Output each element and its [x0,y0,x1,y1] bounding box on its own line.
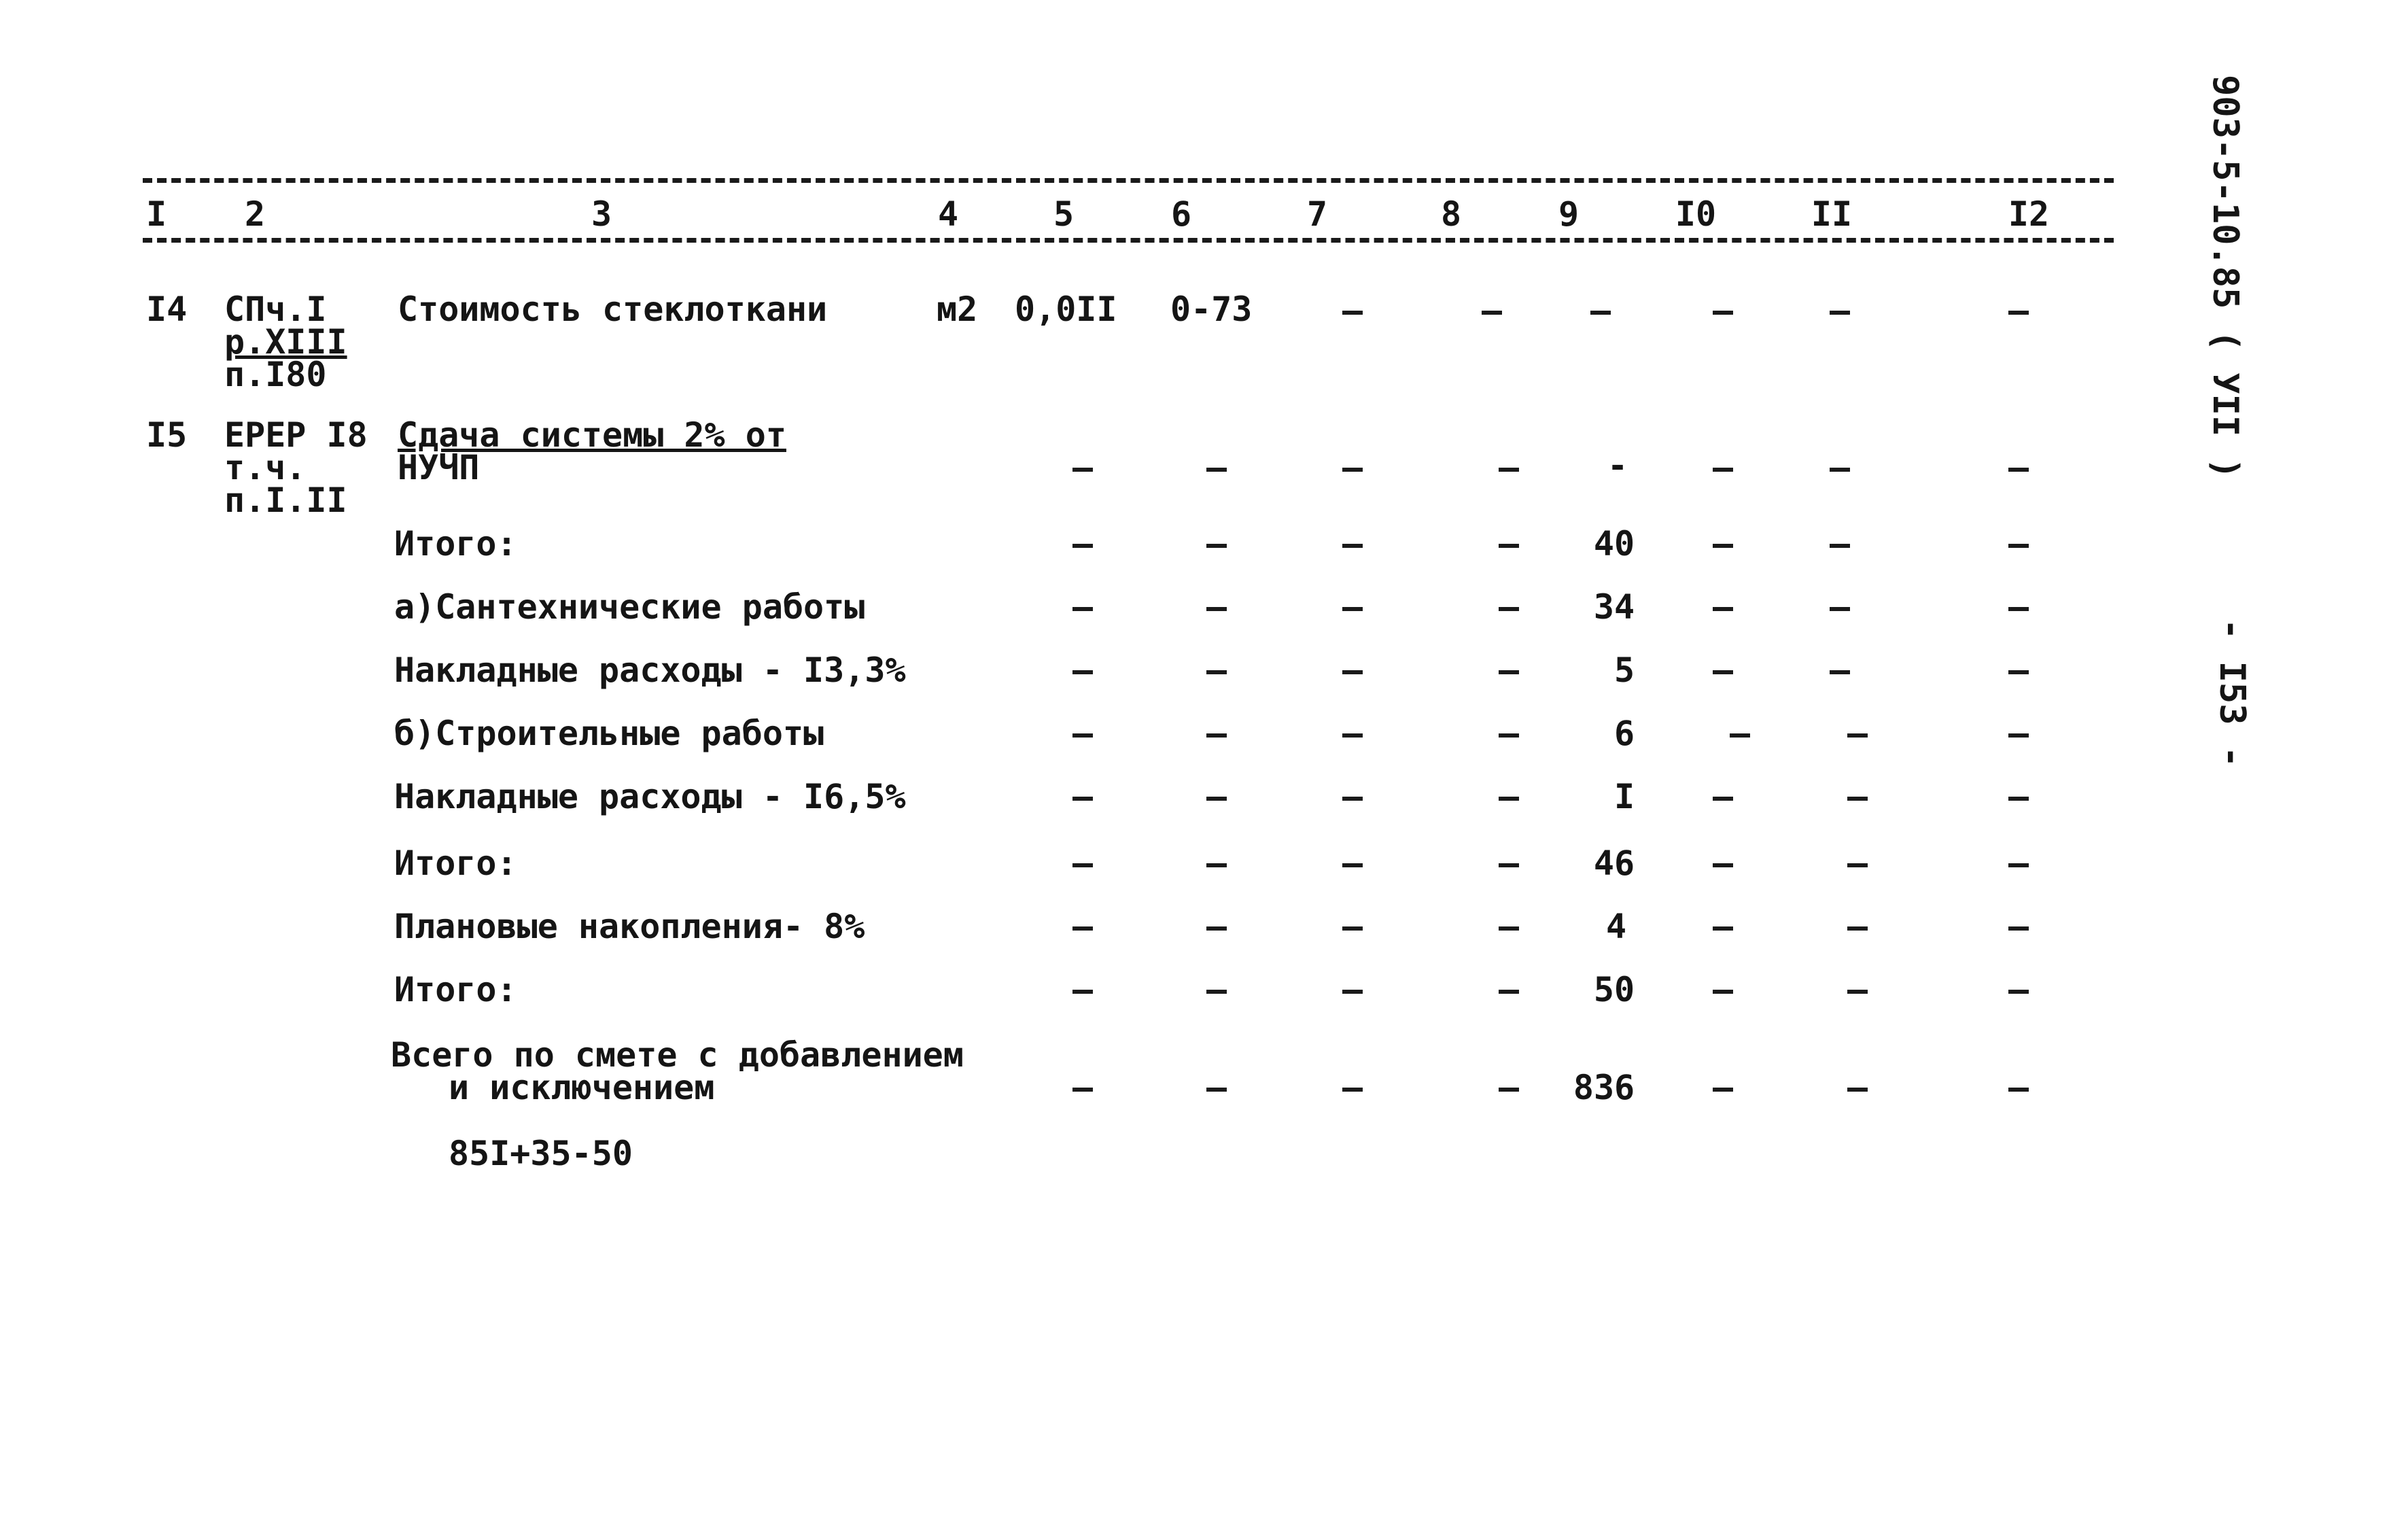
empty-cell [1499,797,1519,801]
amount: 5 [1613,651,1635,690]
empty-cell [1713,311,1733,315]
quantity: 0,0II [1015,290,1117,329]
amount: 50 [1593,970,1635,1009]
amount: I [1613,777,1635,816]
empty-cell [1072,468,1093,472]
empty-cell [1713,990,1733,994]
empty-cell [1206,863,1227,867]
empty-cell [2008,990,2029,994]
header-bottom-rule [143,238,2114,243]
empty-cell [1342,311,1363,315]
empty-cell [2008,926,2029,931]
empty-cell [1206,797,1227,801]
document-code: 903-5-10.85 ( УII ) [2205,75,2246,479]
column-header: 7 [1306,194,1328,234]
empty-cell [1499,926,1519,931]
empty-cell [2008,311,2029,315]
empty-cell [1830,670,1850,674]
amount: - [1607,446,1628,485]
empty-cell [1499,544,1519,548]
item-name: б)Строительные работы [394,714,824,753]
empty-cell [1072,670,1093,674]
empty-cell [1342,990,1363,994]
item-name: Итого: [394,970,517,1009]
empty-cell [2008,670,2029,674]
row-number: I4 [146,290,188,329]
reference-code: СПч.I [224,290,327,329]
column-header: I2 [2008,194,2050,234]
empty-cell [1342,733,1363,738]
unit-price: 0-73 [1170,290,1253,329]
page-number: - I53 - [2212,619,2252,768]
empty-cell [1206,468,1227,472]
footnote-calculation: 85I+35-50 [449,1134,633,1173]
empty-cell [1206,1088,1227,1092]
amount: 34 [1593,587,1635,627]
empty-cell [2008,863,2029,867]
empty-cell [1830,311,1850,315]
column-header: 5 [1053,194,1075,234]
empty-cell [1072,1088,1093,1092]
empty-cell [1072,607,1093,611]
item-name: Всего по смете с добавлением [391,1035,964,1075]
empty-cell [1072,733,1093,738]
empty-cell [1499,733,1519,738]
empty-cell [1713,797,1733,801]
empty-cell [1499,1088,1519,1092]
empty-cell [2008,607,2029,611]
column-header: I [145,194,167,234]
unit: м2 [937,290,978,329]
empty-cell [2008,797,2029,801]
empty-cell [1342,797,1363,801]
empty-cell [1847,926,1868,931]
empty-cell [1342,670,1363,674]
empty-cell [1072,926,1093,931]
empty-cell [1713,926,1733,931]
empty-cell [1830,468,1850,472]
empty-cell [1206,926,1227,931]
empty-cell [1590,311,1611,315]
item-name: а)Сантехнические работы [394,587,865,627]
empty-cell [1713,1088,1733,1092]
item-name: Накладные расходы - I6,5% [394,777,906,816]
empty-cell [1499,607,1519,611]
amount: 4 [1605,907,1627,946]
empty-cell [1206,733,1227,738]
empty-cell [1072,863,1093,867]
item-name: и исключением [449,1068,715,1107]
empty-cell [1342,1088,1363,1092]
empty-cell [1499,670,1519,674]
empty-cell [1206,544,1227,548]
empty-cell [1342,926,1363,931]
row-number: I5 [146,415,188,455]
empty-cell [1342,607,1363,611]
reference-code: п.I80 [224,355,327,394]
reference-code: п.I.II [224,481,347,520]
empty-cell [1342,468,1363,472]
amount: 46 [1593,844,1635,883]
empty-cell [1499,863,1519,867]
item-name: Сдача системы 2% от [398,415,786,455]
column-header: 8 [1440,194,1462,234]
column-header: 9 [1558,194,1580,234]
empty-cell [1342,863,1363,867]
empty-cell [1847,863,1868,867]
column-header: 2 [244,194,266,234]
column-header: I0 [1675,194,1717,234]
empty-cell [1847,797,1868,801]
empty-cell [1499,990,1519,994]
empty-cell [1847,990,1868,994]
empty-cell [1713,468,1733,472]
item-name: Итого: [394,844,517,883]
empty-cell [1072,990,1093,994]
item-name: НУЧП [398,448,480,487]
empty-cell [1713,670,1733,674]
empty-cell [1830,544,1850,548]
empty-cell [1830,607,1850,611]
item-name: Стоимость стеклоткани [398,290,828,329]
empty-cell [2008,544,2029,548]
item-name: Накладные расходы - I3,3% [394,651,906,690]
column-header: 6 [1170,194,1192,234]
empty-cell [1847,1088,1868,1092]
empty-cell [2008,733,2029,738]
empty-cell [1713,544,1733,548]
column-header: 4 [937,194,959,234]
empty-cell [1847,733,1868,738]
reference-code: т.ч. [224,448,307,487]
empty-cell [1713,607,1733,611]
empty-cell [2008,1088,2029,1092]
item-name: Итого: [394,524,517,563]
reference-code: ЕРЕР I8 [224,415,368,455]
empty-cell [1072,797,1093,801]
empty-cell [1499,468,1519,472]
empty-cell [1730,733,1750,738]
header-top-rule [143,178,2114,183]
amount: 40 [1593,524,1635,563]
empty-cell [1482,311,1502,315]
empty-cell [1206,607,1227,611]
empty-cell [1713,863,1733,867]
reference-code: р.XIII [224,322,347,362]
empty-cell [1206,670,1227,674]
column-header: II [1811,194,1853,234]
empty-cell [1342,544,1363,548]
empty-cell [1072,544,1093,548]
amount: 6 [1613,714,1635,753]
column-header: 3 [591,194,612,234]
empty-cell [2008,468,2029,472]
empty-cell [1206,990,1227,994]
item-name: Плановые накопления- 8% [394,907,865,946]
amount: 836 [1573,1068,1635,1107]
